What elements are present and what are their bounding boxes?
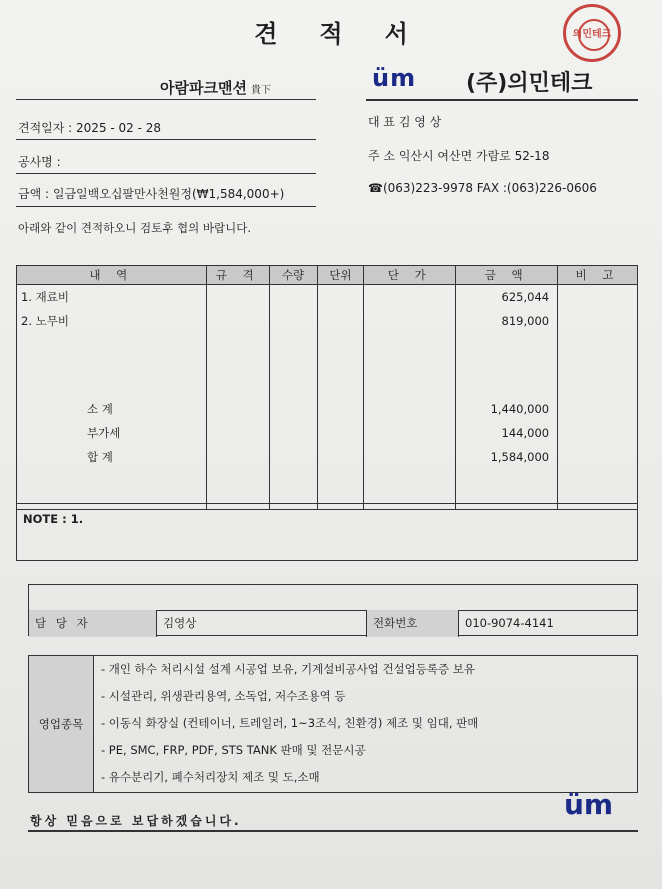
company-name: (주)의민테크: [466, 71, 593, 96]
header-qty: 수량: [269, 266, 317, 285]
recipient-name: 아람파크맨션: [160, 79, 247, 97]
quote-table: [16, 265, 638, 510]
business-item: - 시설관리, 위생관리용역, 소독업, 저수조용역 등: [101, 689, 346, 703]
intro-text: 아래와 같이 견적하오니 검토후 협의 바랍니다.: [18, 221, 252, 235]
business-item: - 유수분리기, 폐수처리장치 제조 및 도,소매: [101, 770, 320, 784]
business-box: [28, 655, 638, 793]
summary-vat-label: 부가세: [87, 426, 121, 440]
footer-text: 항상 믿음으로 보답하겠습니다.: [30, 814, 242, 828]
note-text: NOTE : 1.: [23, 512, 84, 526]
amount-vat: 144,000: [501, 426, 550, 440]
company-address: 주 소 익산시 여산면 가람로 52-18: [368, 149, 550, 163]
header-amount: 금 액: [456, 266, 558, 285]
company-underline: [366, 99, 638, 101]
seal-text: 의민테크: [572, 29, 612, 40]
date-line: [16, 139, 316, 140]
business-item: - 이동식 화장실 (컨테이너, 트레일러, 1~3조식, 친환경) 제조 및 임대, 판매: [101, 716, 479, 730]
amount-line: [16, 206, 316, 207]
contact-box: [28, 584, 638, 636]
business-items: [101, 656, 631, 791]
spec-column: [206, 285, 269, 510]
company-logo: üm: [372, 64, 417, 92]
amount-material: 625,044: [501, 290, 550, 304]
unit-column: [317, 285, 364, 510]
table-header-row: [17, 266, 638, 285]
header-item: 내 역: [17, 266, 207, 285]
project-line: [16, 173, 316, 174]
business-item: - 개인 하수 처리시설 설계 시공업 보유, 기계설비공사업 건설업등록증 보유: [101, 662, 475, 676]
header-spec: 규 격: [206, 266, 269, 285]
summary-subtotal-label: 소 계: [87, 402, 113, 416]
business-label: 영업종목: [29, 656, 94, 792]
amount-labor: 819,000: [501, 314, 550, 328]
phone-label: 전화번호: [367, 610, 459, 637]
qty-column: [269, 285, 317, 510]
document-title: 견적서: [254, 20, 450, 48]
recipient-underline: [16, 99, 316, 100]
manager-name: 김영상: [157, 610, 367, 637]
unit-price-column: [364, 285, 456, 510]
header-unit-price: 단 가: [364, 266, 456, 285]
quote-date: 견적일자 : 2025 - 02 - 28: [18, 121, 162, 135]
item-column: [17, 285, 207, 510]
recipient-suffix: 貴下: [250, 85, 271, 96]
footer-line: [28, 830, 638, 832]
company-phone: ☎(063)223-9978 FAX :(063)226-0606: [368, 181, 597, 195]
header-unit: 단위: [317, 266, 364, 285]
business-item: - PE, SMC, FRP, PDF, STS TANK 판매 및 전문시공: [101, 743, 366, 757]
recipient: [160, 77, 271, 98]
note-box: [16, 503, 638, 561]
item-labor: 2. 노무비: [21, 314, 69, 328]
header-remarks: 비 고: [558, 266, 638, 285]
company-seal: [563, 4, 621, 62]
amount-words: 금액 : 일금일백오십팔만사천원정(₩1,584,000+): [18, 187, 285, 201]
project-name: 공사명 :: [18, 155, 61, 169]
amount-total: 1,584,000: [490, 450, 550, 464]
summary-total-label: 합 계: [87, 450, 113, 464]
item-material: 1. 재료비: [21, 290, 69, 304]
amount-subtotal: 1,440,000: [490, 402, 550, 416]
footer-logo: üm: [564, 788, 614, 821]
company-rep: 대 표 김 영 상: [368, 115, 442, 129]
phone-value: 010-9074-4141: [465, 616, 554, 630]
table-body-row: [17, 285, 638, 510]
contact-top-row: [29, 585, 637, 611]
remarks-column: [558, 285, 638, 510]
amount-column: [456, 285, 558, 510]
manager-label: 담 당 자: [29, 610, 157, 637]
